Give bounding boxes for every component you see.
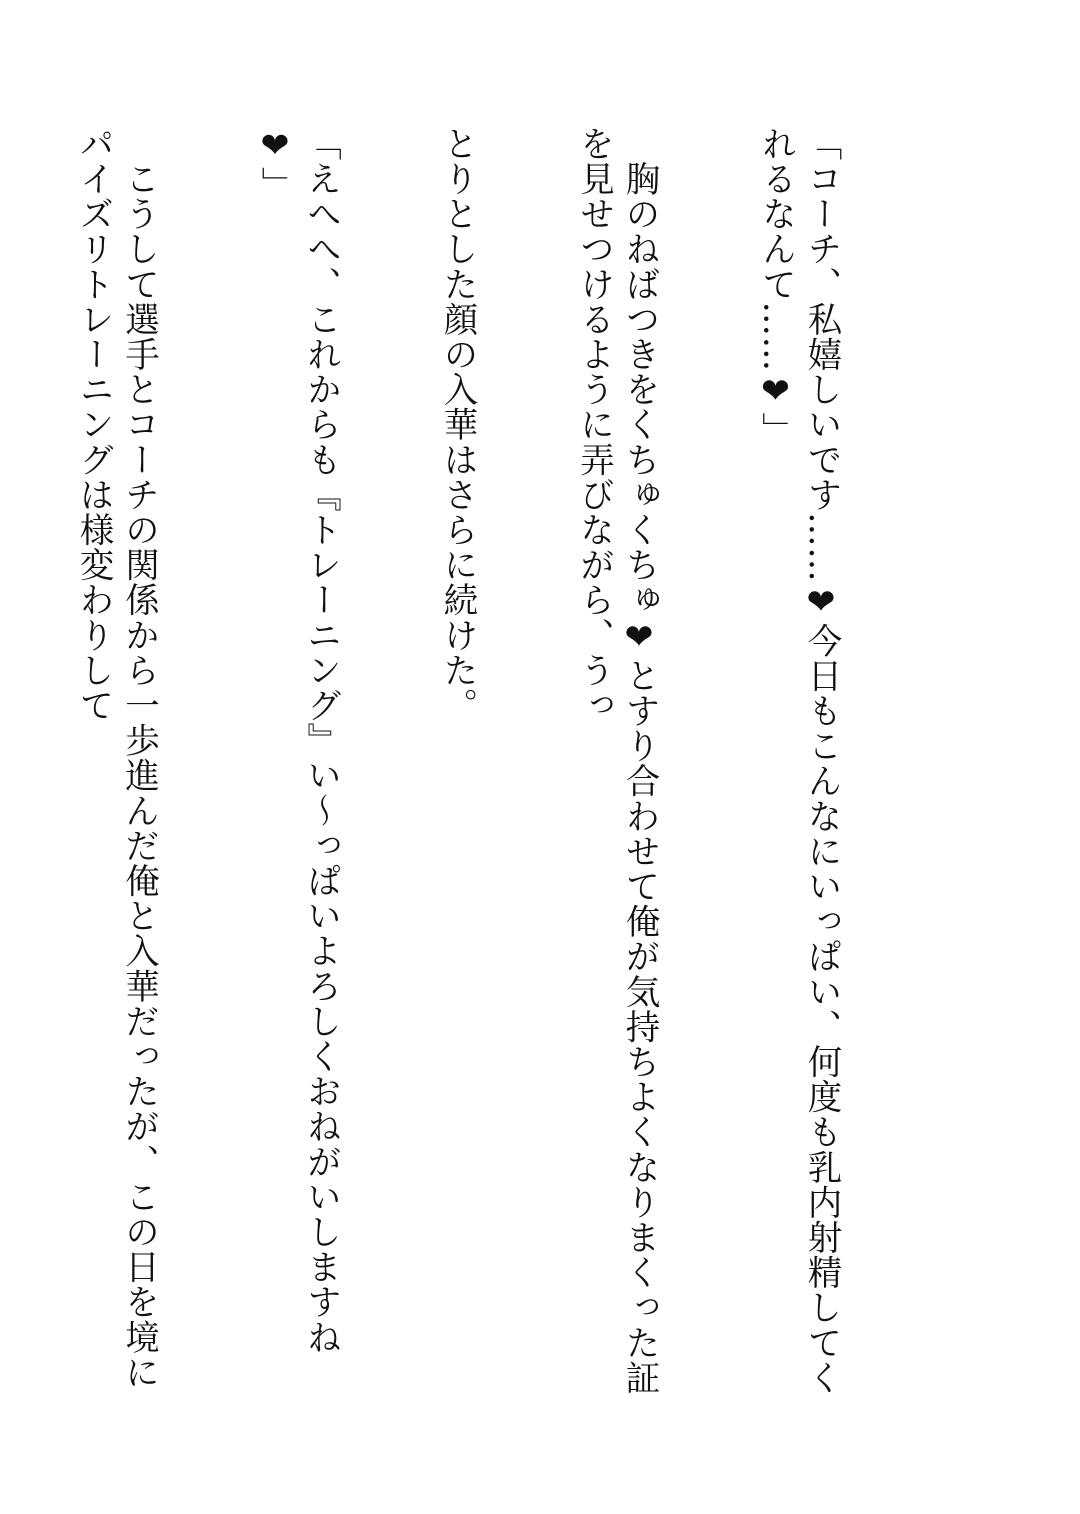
text-line: とりとした顔の入華はさらに続けた。 (437, 126, 477, 723)
text-line: 「コーチ、私嬉しいです……❤今日もこんなにいっぱい、何度も乳内射精してくれるなんて……❤」 (755, 126, 841, 1396)
text-line: こうして選手とコーチの関係から一歩進んだ俺と入華だったが、この日を境にパイズリトレーニングは様変わりして (73, 126, 159, 1390)
text-line: 「えへへ、これからも『トレーニング』い～っぱいよろしくおねがいしますね❤」 (255, 126, 341, 1355)
vertical-text-block (0, 126, 934, 1396)
text-line: 胸のねばつきをくちゅくちゅ❤とすり合わせて俺が気持ちよくなりまくった証を見せつけるように弄びながら、うっ (573, 126, 659, 1396)
